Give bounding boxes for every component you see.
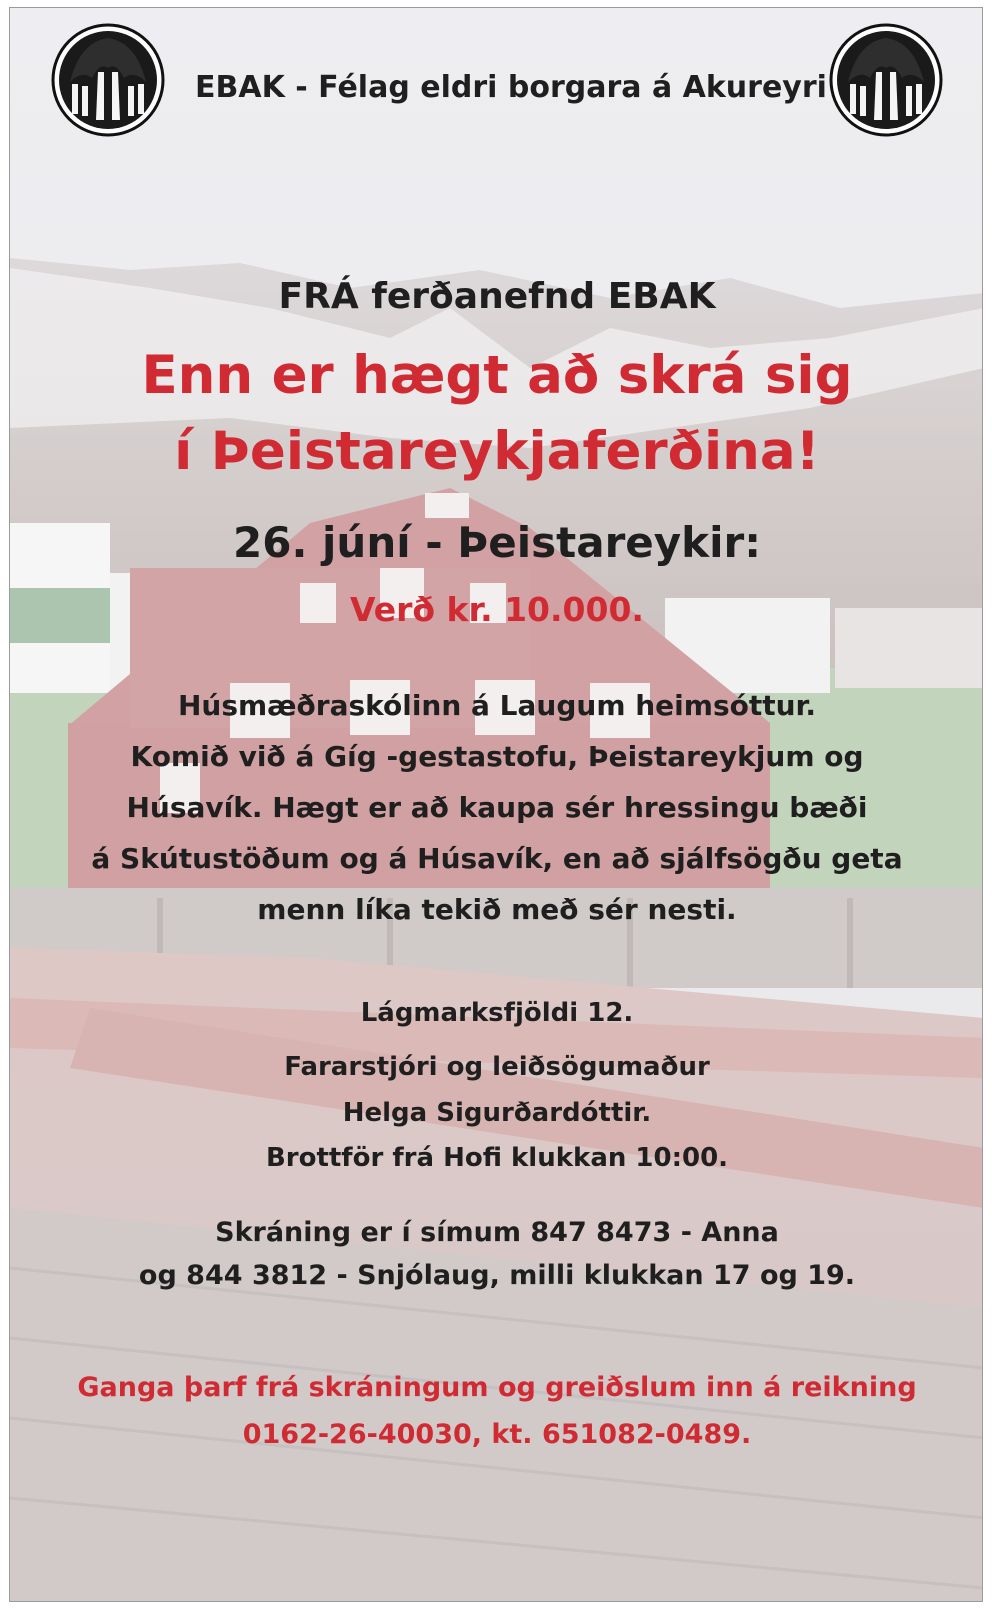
trip-price: Verð kr. 10.000. (350, 590, 644, 629)
guide-line-1: Fararstjóri og leiðsögumaður (284, 1052, 710, 1082)
registration-line-2: og 844 3812 - Snjólaug, milli klukkan 17 og 19. (138, 1260, 856, 1291)
tour-guide (10, 1044, 983, 1136)
registration-line-1: Skráning er í símum 847 8473 - Anna (215, 1217, 779, 1248)
description-line: Komið við á Gíg -gestastofu, Þeistareykjum og (130, 740, 864, 773)
trip-date: 26. júní - Þeistareykir: (233, 518, 761, 567)
guide-line-2: Helga Sigurðardóttir. (342, 1098, 652, 1128)
ebak-tree-logo-left (50, 22, 166, 138)
description-line: Húsmæðraskólinn á Laugum heimsóttur. (177, 689, 817, 722)
minimum-participants: Lágmarksfjöldi 12. (360, 998, 634, 1028)
headline (10, 338, 983, 490)
payment-line-1: Ganga þarf frá skráningum og greiðslum inn á reikning (77, 1372, 917, 1403)
description-line: menn líka tekið með sér nesti. (257, 893, 737, 926)
ebak-tree-logo-right (828, 22, 944, 138)
payment-line-2: 0162-26-40030, kt. 651082-0489. (242, 1419, 752, 1450)
headline-line-2: í Þeistareykjaferðina! (174, 421, 820, 482)
from-line: FRÁ ferðanefnd EBAK (278, 276, 716, 317)
departure-info: Brottför frá Hofi klukkan 10:00. (265, 1143, 729, 1173)
poster (9, 7, 983, 1602)
organization-name: EBAK - Félag eldri borgara á Akureyri (195, 70, 827, 105)
description-line: á Skútustöðum og á Húsavík, en að sjálfsögðu geta (91, 842, 903, 875)
payment-info (10, 1364, 983, 1458)
registration-info (10, 1211, 983, 1297)
description-line: Húsavík. Hægt er að kaupa sér hressingu bæði (126, 791, 868, 824)
headline-line-1: Enn er hægt að skrá sig (141, 345, 853, 406)
trip-description (10, 680, 983, 935)
